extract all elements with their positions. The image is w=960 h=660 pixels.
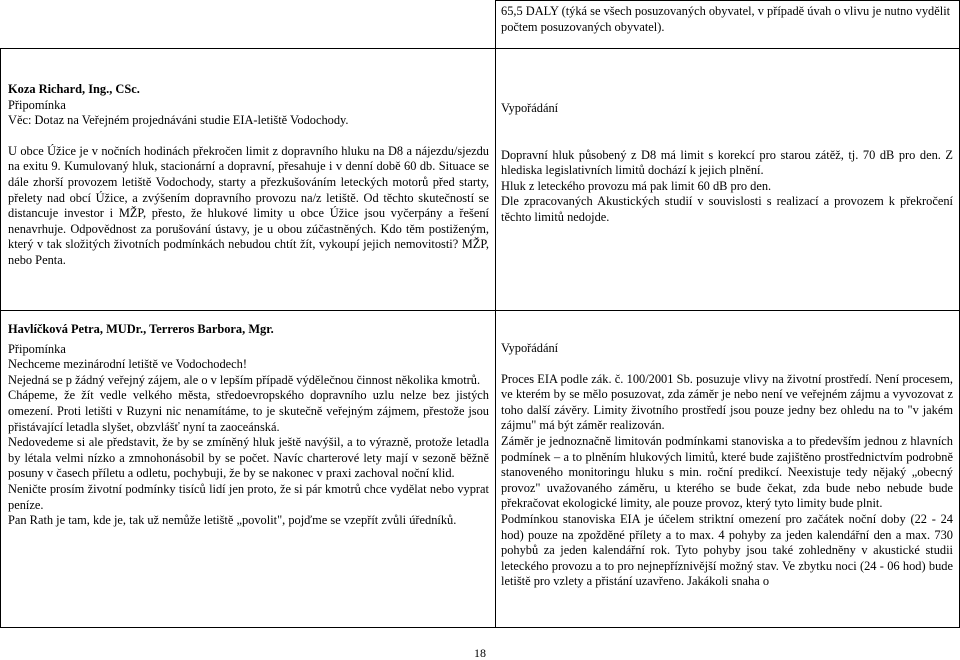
entry2-comment-para: Neničte prosím životní podmínky tisíců lidí jen proto, že si pár kmotrů chce vydělat nebo vyprat peníze. <box>8 481 489 512</box>
entry2-response-para: Proces EIA podle zák. č. 100/2001 Sb. posuzuje vlivy na životní prostředí. Není procesem, ve kterém by se mělo posuzovat, zda záměr je nebo není ve veřejném zájmu a vyvozovat z toho další závěry. Limity životního prostředí jsou pouze jedny bez ohledu na to "v jakém zájmu" má být záměr realizován. <box>501 371 953 433</box>
entry1-response-para: Hluk z leteckého provozu má pak limit 60 dB pro den. <box>501 178 772 193</box>
entry1-pripominka-label: Připomínka <box>8 97 66 112</box>
entry1-author: Koza Richard, Ing., CSc. <box>8 82 140 96</box>
entry2-response-cell <box>501 341 953 590</box>
entry2-response-para: Záměr je jednoznačně limitován podmínkami stanoviska a to především jednou z hlavních podmínek – a to plněním hlukových limitů, které bude zajištěno prostřednictvím podrobně stanoveného monitoringu hluku s min. roční predikcí. Neexistuje tedy nějaký „obecný provoz" uvažovaného záměru, u kterého se bude čekat, zda bude nebo nebude bude překračovat ekologické limity, ale pouze provoz, který tyto limity bude plnit. <box>501 433 953 511</box>
page-number: 18 <box>474 646 486 660</box>
entry1-comment: U obce Úžice je v nočních hodinách překročen limit z dopravního hluku na D8 a nájezdu/sjezdu na exitu 9. Kumulovaný hluk, stacionární a dopravní, přesahuje i v denní době 60 db. Situace se dále zhorší provozem letiště Vodochody, starty a přezkušováním leteckých motorů před starty, přelety nad obcí Úžice, a zvýšením dopravního provozu na/z letiště. Od těchto skutečností se distancuje investor i MŽP, přesto, že hlukové limity u obce Úžice jsou vyčerpány a řešení nenavrhuje. Odpovědnost za porušování ústavy, je u obou zúčastněných. Kdo těm postiženým, který v tak složitých životních podmínkách nebudou chtít žít, vykoupí jejich nemovitosti? MŽP, nebo Penta. <box>8 143 489 267</box>
entry2-comment-para: Nejedná se p žádný veřejný zájem, ale o v lepším případě výdělečnou činnost několika kmotrů. <box>8 372 481 387</box>
table-border-row1 <box>0 48 960 49</box>
entry2-comment-para: Chápeme, že žít vedle velkého města, středoevropského dopravního uzlu nelze bez jistých omezení. Proti letišti v Ruzyni nic nenamítáme, to je skutečně veřejným zájmem, přestože jsou přistávající letadla slyšet, obzvlášť nyní ta zaoceánská. <box>8 388 489 434</box>
entry2-comment-para: Pan Rath je tam, kde je, tak už nemůže letiště „povolit", pojďme se vzepřít zvůli úředníků. <box>8 513 457 528</box>
table-bottom-border <box>0 627 960 628</box>
entry2-pripominka-label: Připomínka <box>8 341 66 356</box>
entry1-vyporadani-label: Vypořádání <box>501 101 559 115</box>
entry1-comment-cell <box>8 82 489 269</box>
top-right-cell-text: 65,5 DALY (týká se všech posuzovaných obyvatel, v případě úvah o vlivu je nutno vydělit počtem posuzovaných obyvatel). <box>501 4 951 34</box>
entry2-vyporadani-label: Vypořádání <box>501 341 559 355</box>
entry1-response-para: Dle zpracovaných Akustických studií v souvislosti s realizací a provozem k překročení těchto limitů nedojde. <box>501 194 953 224</box>
entry2-comment-para: Nechceme mezinárodní letiště ve Vodochodech! <box>8 357 248 372</box>
table-top-border <box>495 0 959 1</box>
table-left-border <box>0 48 1 627</box>
table-middle-divider <box>495 0 496 627</box>
entry2-author: Havlíčková Petra, MUDr., Terreros Barbora, Mgr. <box>8 322 274 336</box>
entry2-comment-para: Nedovedeme si ale představit, že by se zmíněný hluk ještě navýšil, a to výrazně, protože letadla by létala velmi nízko a zmnohonásobil by se počet. Navíc charterové lety mají v sezoně běžně posuny v časech příletu a odletu, pochybuji, že by se nakonec v praxi zachoval noční klid. <box>8 435 489 481</box>
table-border-row2 <box>0 310 960 311</box>
entry1-response-cell <box>501 101 953 226</box>
entry1-response-para: Dopravní hluk působený z D8 má limit s korekcí pro starou zátěž, tj. 70 dB pro den. Z hlediska legislativních limitů dochází k jejich plnění. <box>501 147 953 178</box>
entry2-comment-cell <box>8 322 489 529</box>
entry2-response-para: Podmínkou stanoviska EIA je účelem striktní omezení pro začátek noční doby (22 - 24 hod) pouze na zpožděné přílety a to max. 4 pohyby za jeden kalendářní den a max. 730 pohybů za jeden kalendářní rok. Tyto pohyby jsou také zohledněny v akustické studii leteckého provozu a to pro nejnepříznivější možný stav. Ve zbytku noci (24 - 06 hod) bude letiště pro vzlety a přistání uzavřeno. Jakákoli snaha o <box>501 511 953 589</box>
entry1-subject: Věc: Dotaz na Veřejném projednáváni studie EIA-letiště Vodochody. <box>8 113 349 128</box>
